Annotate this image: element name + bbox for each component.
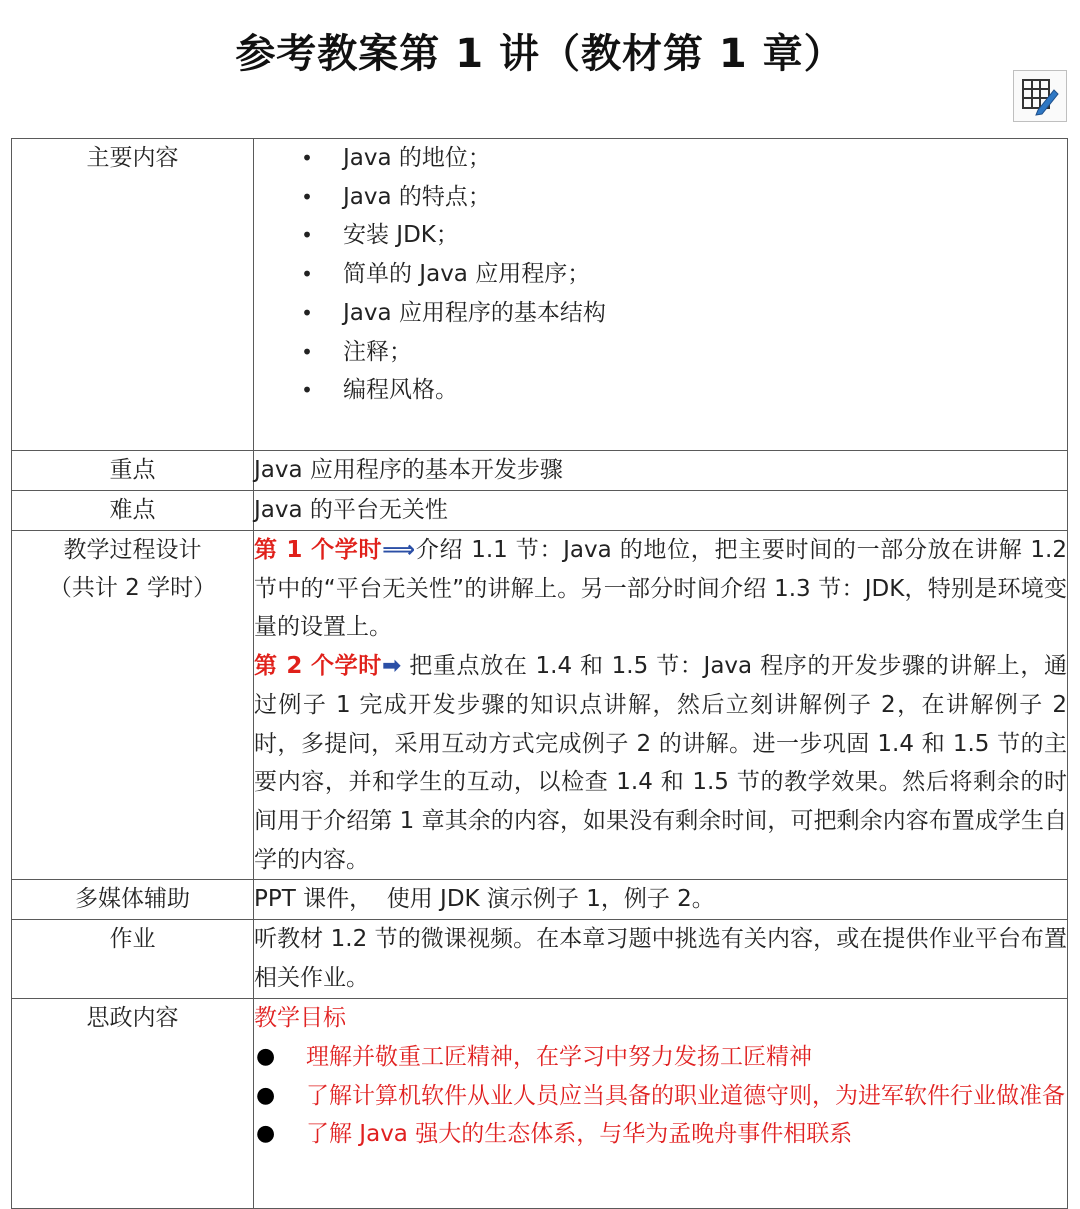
row-ideology	[12, 999, 1068, 1209]
bullet-icon: •	[301, 339, 313, 364]
list-item: • 编程风格。	[254, 371, 1067, 410]
row-difficulty	[12, 491, 1068, 531]
label-main-content: 主要内容	[12, 139, 254, 451]
goal-title: 教学目标	[254, 1005, 346, 1032]
cell-multimedia: PPT 课件， 使用 JDK 演示例子 1，例子 2。	[254, 880, 1068, 920]
list-item: • 安装 JDK；	[254, 216, 1067, 255]
label-key-point: 重点	[12, 451, 254, 491]
bullet-icon: ●	[256, 1044, 276, 1070]
bullet-icon: ●	[256, 1121, 276, 1147]
row-homework	[12, 920, 1068, 999]
row-process	[12, 531, 1068, 880]
label-ideology: 思政内容	[12, 999, 254, 1209]
lesson-plan-table	[11, 138, 1068, 1209]
table-edit-icon[interactable]	[1013, 70, 1067, 122]
bullet-icon: •	[301, 378, 313, 403]
cell-key-point: Java 应用程序的基本开发步骤	[254, 451, 1068, 491]
row-main-content	[12, 139, 1068, 451]
label-process	[12, 531, 254, 880]
process-label-line2: （共计 2 学时）	[48, 575, 217, 601]
list-item: ● 了解计算机软件从业人员应当具备的职业道德守则，为进军软件行业做准备	[254, 1077, 1067, 1116]
main-content-list	[254, 139, 1067, 410]
list-item: • 注释；	[254, 333, 1067, 372]
arrow-right-icon: ➡	[381, 653, 402, 680]
list-item: • Java 的地位；	[254, 139, 1067, 178]
cell-main-content	[254, 139, 1068, 451]
hour1-label: 第 1 个学时	[254, 537, 383, 563]
bullet-icon: •	[301, 146, 313, 170]
bullet-icon: •	[301, 223, 313, 248]
cell-ideology	[254, 999, 1068, 1209]
cell-homework: 听教材 1.2 节的微课视频。在本章习题中挑选有关内容，或在提供作业平台布置相关作业。	[254, 920, 1068, 999]
bullet-icon: •	[301, 300, 313, 325]
hour1-paragraph	[254, 531, 1067, 647]
list-item: • Java 应用程序的基本结构	[254, 294, 1067, 333]
row-multimedia	[12, 880, 1068, 920]
list-item: ● 理解并敬重工匠精神，在学习中努力发扬工匠精神	[254, 1038, 1067, 1077]
hour2-label: 第 2 个学时	[254, 653, 382, 680]
label-homework: 作业	[12, 920, 254, 999]
hour2-text: 把重点放在 1.4 和 1.5 节：Java 程序的开发步骤的讲解上，通过例子 1 完成开发步骤的知识点讲解，然后立刻讲解例子 2，在讲解例子 2 时，多提问，采用互动方式完成例子 2 的讲解。进一步巩固 1.4 和 1.5 节的主要内容，并和学生的互动，以检查 1.4 和 1.5 节的教学效果。然后将剩余的时间用于介绍第 1 章其余的内容，如果没有剩余时间，可把剩余内容布置成学生自学的内容。	[254, 653, 1067, 873]
goal-list	[254, 1038, 1067, 1154]
list-item: • 简单的 Java 应用程序；	[254, 255, 1067, 294]
hour1-text: 介绍 1.1 节：Java 的地位，把主要时间的一部分放在讲解 1.2 节中的“平台无关性”的讲解上。另一部分时间介绍 1.3 节：JDK，特别是环境变量的设置上。	[254, 537, 1067, 641]
bullet-icon: ●	[256, 1082, 276, 1108]
hour2-paragraph	[254, 647, 1067, 879]
list-item: • Java 的特点；	[254, 178, 1067, 217]
page-title: 参考教案第 1 讲（教材第 1 章）	[235, 31, 845, 77]
list-item: ● 了解 Java 强大的生态体系，与华为孟晚舟事件相联系	[254, 1115, 1067, 1154]
label-difficulty: 难点	[12, 491, 254, 531]
process-label-line1: 教学过程设计	[63, 537, 202, 563]
cell-difficulty: Java 的平台无关性	[254, 491, 1068, 531]
row-key-point	[12, 451, 1068, 491]
bullet-icon: •	[301, 262, 313, 287]
cell-process	[254, 531, 1068, 880]
label-multimedia: 多媒体辅助	[12, 880, 254, 920]
bullet-icon: •	[301, 184, 313, 209]
double-arrow-icon: ⟹	[382, 537, 416, 563]
